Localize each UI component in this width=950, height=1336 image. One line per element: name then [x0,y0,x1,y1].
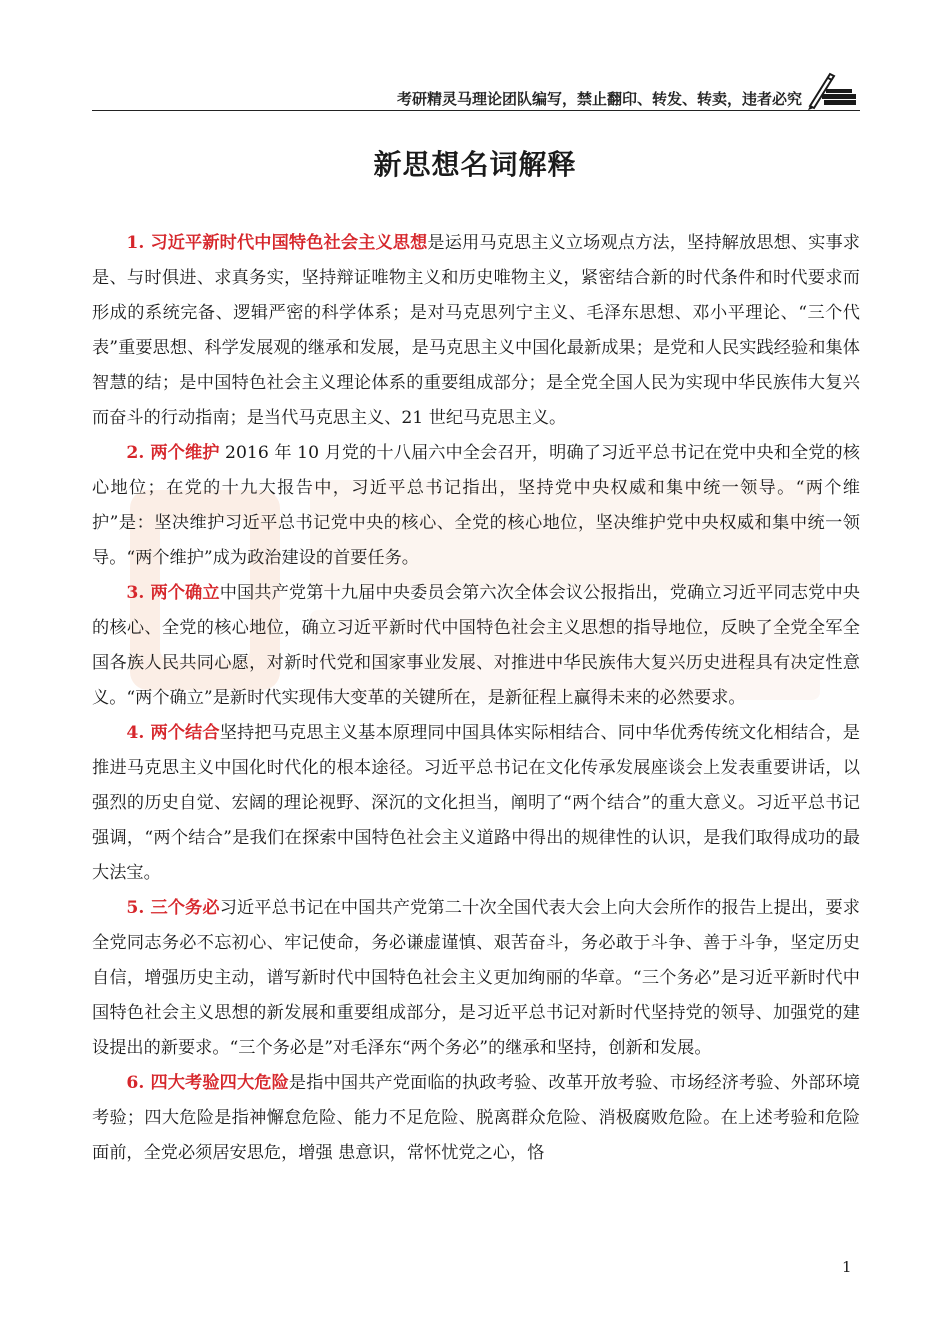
header-notice: 考研精灵马理论团队编写，禁止翻印、转发、转卖，违者必究 [396,90,802,108]
definition-paragraph [92,226,860,436]
page-title: 新思想名词解释 [373,148,577,181]
definition-text: 习近平总书记在中国共产党第二十次全国代表大会上向大会所作的报告上提出，要求全党同志务必不忘初心、牢记使命，务必谦虚谨慎、艰苦奋斗，务必敢于斗争、善于斗争，坚定历史自信，增强历史主动，谱写新时代中国特色社会主义更加绚丽的华章。“三个务必”是习近平新时代中国特色社会主义思想的新发展和重要组成部分，是习近平总书记对新时代坚持党的领导、加强党的建设提出的新要求。“三个务必是”对毛泽东“两个务必”的继承和坚持，创新和发展。 [92,898,860,1058]
definition-term: 6. 四大考验四大危险 [126,1073,289,1093]
definition-paragraph [92,891,860,1066]
definition-text: 坚持把马克思主义基本原理同中国具体实际相结合、同中华优秀传统文化相结合，是推进马克思主义中国化时代化的根本途径。习近平总书记在文化传承发展座谈会上发表重要讲话，以强烈的历史自觉、宏阔的理论视野、深沉的文化担当，阐明了“两个结合”的重大意义。习近平总书记强调，“两个结合”是我们在探索中国特色社会主义道路中得出的规律性的认识，是我们取得成功的最大法宝。 [92,723,860,883]
page-header [92,78,860,108]
definition-text: 中国共产党第十九届中央委员会第六次全体会议公报指出，党确立习近平同志党中央的核心、全党的核心地位，确立习近平新时代中国特色社会主义思想的指导地位，反映了全党全军全国各族人民共同心愿，对新时代党和国家事业发展、对推进中华民族伟大复兴历史进程具有决定性意义。“两个确立”是新时代实现伟大变革的关键所在，是新征程上赢得未来的必然要求。 [92,583,860,708]
definition-paragraph [92,1066,860,1171]
definition-paragraph [92,716,860,891]
definition-text: 2016 年 10 月党的十八届六中全会召开，明确了习近平总书记在党中央和全党的核心地位；在党的十九大报告中，习近平总书记指出，坚持党中央权威和集中统一领导。“两个维护”是：坚决维护习近平总书记党中央的核心、全党的核心地位，坚决维护党中央权威和集中统一领导。“两个维护”成为政治建设的首要任务。 [92,443,860,568]
definition-text: 是运用马克思主义立场观点方法，坚持解放思想、实事求是、与时俱进、求真务实，坚持辩证唯物主义和历史唯物主义，紧密结合新的时代条件和时代要求而形成的系统完备、逻辑严密的科学体系；是对马克思列宁主义、毛泽东思想、邓小平理论、“三个代表”重要思想、科学发展观的继承和发展，是马克思主义中国化最新成果；是党和人民实践经验和集体智慧的结；是中国特色社会主义理论体系的重要组成部分；是全党全国人民为实现中华民族伟大复兴而奋斗的行动指南；是当代马克思主义、21 世纪马克思主义。 [92,233,860,428]
document-body [92,226,860,1171]
header-divider [92,110,860,111]
definition-term: 4. 两个结合 [126,723,220,743]
pen-and-books-icon [806,70,860,110]
definition-term: 3. 两个确立 [126,583,220,603]
definition-term: 2. 两个维护 [126,443,220,463]
definition-text: 是指中国共产党面临的执政考验、改革开放考验、市场经济考验、外部环境考验；四大危险是指神懈怠危险、能力不足危险、脱离群众危险、消极腐败危险。在上述考验和危险面前，全党必须居安思危，增强 患意识，常怀忧党之心，恪 [92,1073,860,1163]
definition-paragraph [92,576,860,716]
definition-term: 1. 习近平新时代中国特色社会主义思想 [126,233,428,253]
definition-paragraph [92,436,860,576]
page-number: 1 [842,1258,852,1276]
definition-term: 5. 三个务必 [126,898,220,918]
